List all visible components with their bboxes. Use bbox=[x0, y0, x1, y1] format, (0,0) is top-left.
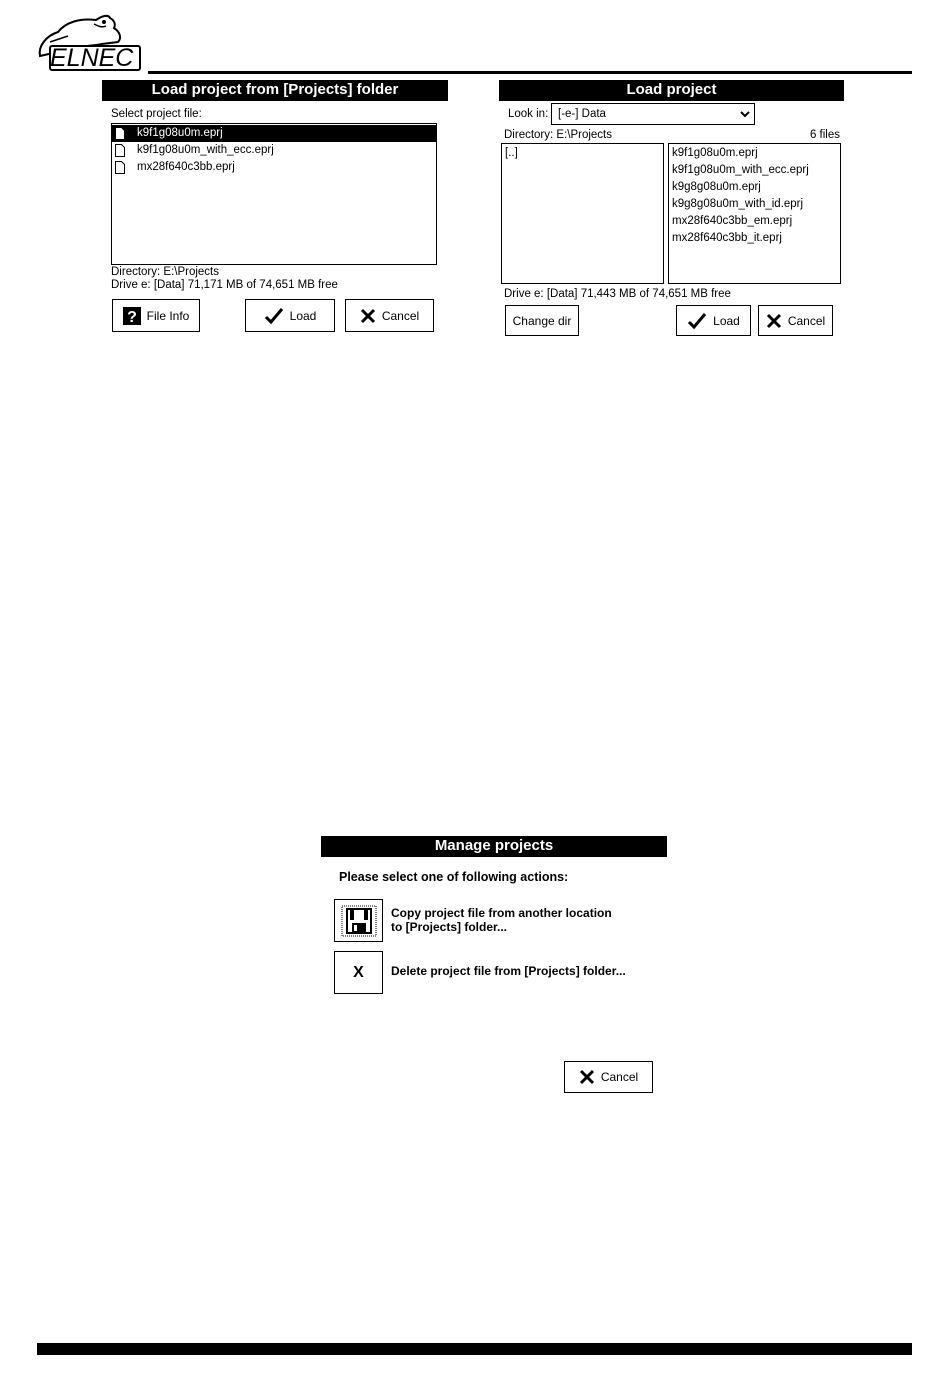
directory-label: Directory: E:\Projects bbox=[111, 266, 219, 278]
file-list[interactable] bbox=[668, 143, 841, 284]
list-item[interactable] bbox=[669, 213, 840, 230]
load-label: Load bbox=[289, 308, 317, 323]
file-icon bbox=[115, 161, 125, 174]
project-file-list[interactable] bbox=[111, 123, 437, 265]
select-file-label: Select project file: bbox=[111, 108, 202, 120]
cancel-label: Cancel bbox=[787, 313, 826, 328]
dialog-title: Load project from [Projects] folder bbox=[102, 80, 448, 101]
list-item[interactable] bbox=[669, 145, 840, 162]
list-item-label: [..] bbox=[505, 147, 518, 159]
change-dir-button[interactable] bbox=[505, 305, 579, 336]
dialog-title: Manage projects bbox=[321, 836, 667, 857]
load-from-projects-dialog bbox=[102, 80, 448, 340]
list-item[interactable] bbox=[669, 162, 840, 179]
delete-project-button[interactable] bbox=[334, 951, 383, 994]
list-item-label: k9f1g08u0m_with_ecc.eprj bbox=[672, 164, 809, 176]
list-item[interactable] bbox=[112, 125, 436, 142]
checkmark-icon bbox=[264, 307, 284, 325]
list-item-label: mx28f640c3bb_it.eprj bbox=[672, 232, 782, 244]
list-item[interactable] bbox=[502, 145, 663, 162]
list-item-label: k9f1g08u0m_with_ecc.eprj bbox=[137, 144, 274, 156]
header-rule bbox=[148, 71, 912, 74]
footer-rule bbox=[37, 1343, 912, 1355]
list-item[interactable] bbox=[112, 159, 436, 176]
load-label: Load bbox=[713, 313, 740, 328]
floppy-disk-icon bbox=[341, 905, 377, 937]
copy-action-line2: to [Projects] folder... bbox=[391, 920, 508, 934]
help-icon bbox=[123, 307, 141, 325]
load-button[interactable] bbox=[676, 305, 751, 336]
delete-x-icon: X bbox=[353, 963, 364, 981]
look-in-label: Look in: bbox=[508, 108, 549, 120]
elnec-logo bbox=[36, 12, 142, 72]
change-dir-label: Change dir bbox=[512, 313, 572, 328]
manage-projects-dialog bbox=[321, 836, 667, 1098]
dialog-title: Load project bbox=[499, 80, 844, 101]
file-info-label: File Info bbox=[146, 308, 190, 323]
close-icon bbox=[579, 1069, 595, 1085]
list-item-label: mx28f640c3bb_em.eprj bbox=[672, 215, 793, 227]
list-item-label: k9f1g08u0m.eprj bbox=[137, 127, 223, 139]
svg-text:?: ? bbox=[126, 308, 137, 325]
chevron-down-icon bbox=[740, 111, 750, 118]
load-button[interactable] bbox=[245, 299, 335, 332]
copy-project-button[interactable] bbox=[334, 899, 383, 942]
file-icon bbox=[115, 127, 125, 140]
cancel-button[interactable] bbox=[564, 1061, 653, 1093]
list-item-label: k9f1g08u0m.eprj bbox=[672, 147, 758, 159]
cancel-label: Cancel bbox=[600, 1070, 639, 1084]
load-project-dialog bbox=[499, 80, 844, 342]
checkmark-icon bbox=[687, 312, 707, 330]
cancel-label: Cancel bbox=[381, 308, 420, 323]
delete-action-label: Delete project file from [Projects] folder... bbox=[391, 964, 626, 978]
close-icon bbox=[360, 308, 376, 324]
list-item[interactable] bbox=[669, 196, 840, 213]
cancel-button[interactable] bbox=[758, 305, 833, 336]
list-item[interactable] bbox=[669, 179, 840, 196]
prompt-text: Please select one of following actions: bbox=[339, 870, 569, 884]
cancel-button[interactable] bbox=[345, 299, 434, 332]
list-item[interactable] bbox=[112, 142, 436, 159]
look-in-value: [-e-] Data bbox=[558, 108, 606, 120]
directory-label: Directory: E:\Projects bbox=[504, 129, 612, 141]
file-info-button[interactable] bbox=[112, 299, 200, 332]
close-icon bbox=[766, 313, 782, 329]
copy-action-line1: Copy project file from another location bbox=[391, 906, 612, 920]
drive-info: Drive e: [Data] 71,443 MB of 74,651 MB free bbox=[504, 288, 731, 300]
list-item[interactable] bbox=[669, 230, 840, 247]
list-item-label: k9g8g08u0m_with_id.eprj bbox=[672, 198, 804, 210]
directory-list[interactable] bbox=[501, 143, 664, 284]
list-item-label: mx28f640c3bb.eprj bbox=[137, 161, 235, 173]
file-count: 6 files bbox=[809, 129, 840, 141]
drive-info: Drive e: [Data] 71,171 MB of 74,651 MB free bbox=[111, 279, 338, 291]
logo-text: ELNEC bbox=[50, 44, 134, 72]
look-in-dropdown[interactable] bbox=[551, 103, 755, 125]
file-icon bbox=[115, 144, 125, 157]
list-item-label: k9g8g08u0m.eprj bbox=[672, 181, 761, 193]
